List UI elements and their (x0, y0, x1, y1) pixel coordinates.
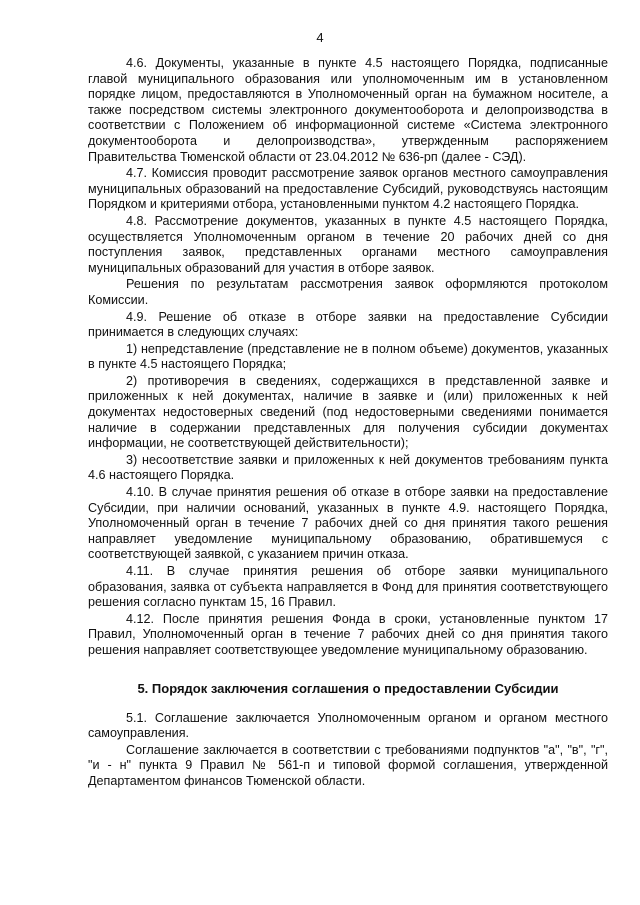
paragraph-5-1: 5.1. Соглашение заключается Уполномоченным органом и органом местного самоуправления. (88, 710, 608, 741)
section-heading: 5. Порядок заключения соглашения о предоставлении Субсидии (137, 680, 559, 696)
paragraph-4-9: 4.9. Решение об отказе в отборе заявки на предоставление Субсидии принимается в следующих случаях: (88, 309, 608, 340)
list-item-3: 3) несоответствие заявки и приложенных к ней документов требованиям пункта 4.6 настоящего Порядка. (88, 452, 608, 483)
paragraph-4-12: 4.12. После принятия решения Фонда в сроки, установленные пунктом 17 Правил, Уполномоченный орган в течение 7 рабочих дней со дня принятия такого решения направляет соответствующее уведомление муниципальному образованию. (88, 611, 608, 657)
document-body (88, 56, 608, 790)
paragraph-4-6: 4.6. Документы, указанные в пункте 4.5 настоящего Порядка, подписанные главой муниципального образования или уполномоченным им в установленном порядке лицом, предоставляются в Уполномоченный орган на бумажном носителе, а также посредством системы электронного документооборота и делопроизводства в соответствии с Положением об информационной системе «Система электронного документооборота и делопроизводства», утвержденным распоряжением Правительства Тюменской области от 23.04.2012 № 636-рп (далее - СЭД). (88, 56, 608, 164)
paragraph-4-10: 4.10. В случае принятия решения об отказе в отборе заявки на предоставление Субсидии, при наличии оснований, указанных в пункте 4.9. настоящего Порядка, Уполномоченный орган в течение 7 рабочих дней со дня принятия такого решения направляет уведомление муниципальному образованию, обратившемуся с соответствующей заявкой, с указанием причин отказа. (88, 485, 608, 562)
paragraph-4-11: 4.11. В случае принятия решения об отборе заявки муниципального образования, заявка от субъекта направляется в Фонд для принятия соответствующего решения согласно пунктам 15, 16 Правил. (88, 564, 608, 610)
paragraph-protocol-decision: Решения по результатам рассмотрения заявок оформляются протоколом Комиссии. (88, 277, 608, 307)
paragraph-4-8: 4.8. Рассмотрение документов, указанных в пункте 4.5 настоящего Порядка, осуществляется Уполномоченным органом в течение 20 рабочих дней со дня поступления заявок, представленных органами местного самоуправления муниципальных образований для участия в отборе заявок. (88, 213, 608, 275)
paragraph-agreement-requirements: Соглашение заключается в соответствии с требованиями подпунктов "а", "в", "г", "и - н" пункта 9 Правил № 561-п и типовой формой соглашения, утвержденной Департаментом финансов Тюменской области. (88, 742, 608, 788)
paragraph-4-7: 4.7. Комиссия проводит рассмотрение заявок органов местного самоуправления муниципальных образований на предоставление Субсидий, руководствуясь настоящим Порядком и критериями отбора, установленными пунктом 4.2 настоящего Порядка. (88, 166, 608, 212)
page-number: 4 (316, 30, 324, 45)
list-item-1: 1) непредставление (представление не в полном объеме) документов, указанных в пункте 4.5 настоящего Порядка; (88, 341, 608, 372)
list-item-2: 2) противоречия в сведениях, содержащихся в представленной заявке и приложенных к ней документах, наличие в заявке и (или) приложенных к ней документах недостоверных сведений (под недостоверными сведениями понимается наличие в содержании представленных для получения субсидии документах информации, не соответствующей действительности); (88, 373, 608, 451)
